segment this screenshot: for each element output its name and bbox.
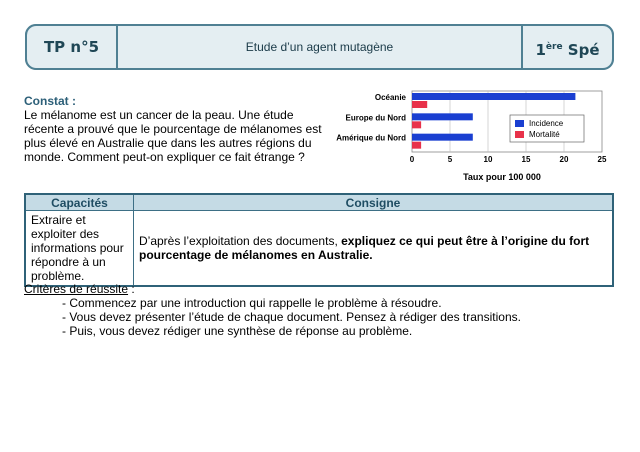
chart-category-label: Océanie: [374, 93, 406, 102]
chart-bar-incidence: [412, 134, 473, 141]
chart-tick-label: 25: [597, 155, 607, 164]
chart-bar-mortalité: [412, 101, 427, 108]
list-item: - Puis, vous devez rédiger une synthèse de réponse au problème.: [62, 324, 413, 338]
table-header-row: [25, 194, 613, 211]
chart-bar-mortalité: [412, 121, 421, 128]
consigne-instruction: expliquez ce qui peut être à l’origine du fort pourcentage de mélanomes en Australie.: [139, 234, 590, 262]
criteria-heading: Critères de réussite :: [24, 282, 135, 296]
chart-bar-incidence: [412, 93, 575, 100]
chart-tick-label: 0: [409, 155, 415, 164]
chart-category-label: Amérique du Nord: [336, 133, 406, 143]
criteria-list: [62, 296, 521, 338]
table-header-consigne: Consigne: [134, 194, 614, 211]
melanoma-chart: [320, 86, 620, 186]
chart-category-label: Europe du Nord: [345, 113, 406, 123]
table-header-capacites: Capacités: [25, 194, 134, 211]
chart-legend-label: Incidence: [529, 119, 564, 128]
capacities-table: [24, 193, 614, 287]
table-row: [25, 211, 613, 287]
tp-number: TP n°5: [43, 38, 100, 56]
list-item: - Vous devez présenter l’étude de chaque document. Pensez à rédiger des transitions.: [62, 310, 521, 324]
chart-category-labels: [336, 93, 406, 143]
page-title: Etude d’un agent mutagène: [245, 40, 394, 54]
chart-x-axis-label: Taux pour 100 000: [463, 172, 541, 182]
constat-heading: Constat :: [24, 94, 76, 108]
chart-legend-label: Mortalité: [529, 130, 560, 139]
chart-legend: [510, 115, 584, 142]
chart-bar-mortalité: [412, 142, 421, 149]
chart-tick-labels: [410, 155, 607, 164]
chart-bar-incidence: [412, 113, 473, 120]
consigne-cell: [134, 211, 614, 287]
chart-tick-label: 15: [521, 155, 531, 164]
chart-tick-label: 5: [447, 155, 453, 164]
chart-tick-label: 10: [483, 155, 493, 164]
chart-tick-label: 20: [559, 155, 569, 164]
capacity-cell: Extraire et exploiter des informations pour répondre à un problème.: [25, 211, 134, 287]
consigne-intro: D’après l’exploitation des documents,: [139, 234, 342, 248]
chart-legend-swatch: [515, 131, 524, 138]
constat-text: Le mélanome est un cancer de la peau. Une étude récente a prouvé que le pourcentage de mélanomes est plus élevé en Australie que dans les autres régions du monde. Comment peut-on expliquer ce fait étrange ?: [24, 108, 322, 164]
level-label: 1ère Spé: [535, 41, 600, 59]
list-item: - Commencez par une introduction qui rappelle le problème à résoudre.: [62, 296, 442, 310]
chart-legend-swatch: [515, 120, 524, 127]
